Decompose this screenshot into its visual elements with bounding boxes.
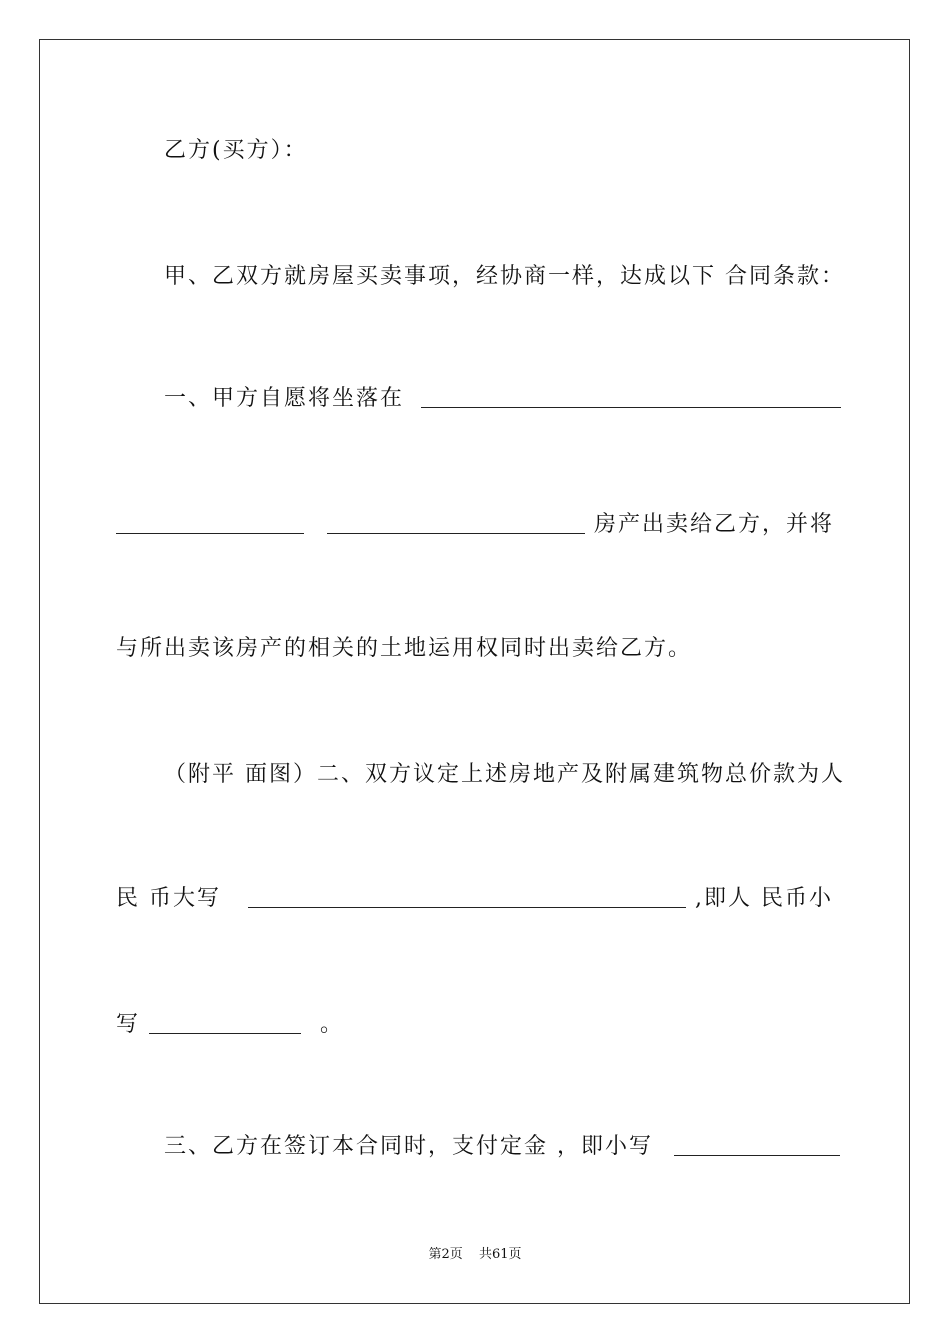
clause-one-continuation: 与所出卖该房产的相关的土地运用权同时出卖给乙方。 xyxy=(116,636,693,661)
clause-two-line-1 xyxy=(116,760,845,790)
page-footer xyxy=(0,1246,950,1264)
clause-two-line-2 xyxy=(116,884,836,914)
clause-one-line-3 xyxy=(116,634,836,664)
price-lowercase-blank[interactable] xyxy=(149,1011,301,1034)
page-number: 第2页 xyxy=(428,1247,463,1262)
clause-one-suffix: 房产出卖给乙方，并将 xyxy=(594,512,835,537)
sentence-end: 。 xyxy=(320,1012,345,1037)
paragraph-party-b xyxy=(116,136,836,166)
clause-two-text: （附平 面图）二、双方议定上述房地产及附属建筑物总价款为人 xyxy=(164,762,845,787)
page-border xyxy=(39,39,910,1304)
price-uppercase-blank[interactable] xyxy=(248,885,686,908)
location-blank-3[interactable] xyxy=(327,511,585,534)
clause-three-text: 三、乙方在签订本合同时，支付定金 ，即小写 xyxy=(164,1134,653,1159)
clause-one-line-2 xyxy=(116,510,836,540)
paragraph-intro xyxy=(116,262,845,292)
clause-one-line-1 xyxy=(116,384,836,414)
clause-one-text: 一、甲方自愿将坐落在 xyxy=(164,386,405,411)
location-blank-2[interactable] xyxy=(116,511,304,534)
deposit-blank[interactable] xyxy=(674,1133,840,1156)
party-b-label: 乙方(买方）： xyxy=(164,138,308,163)
price-continuation: ,即人 民币小 xyxy=(695,886,833,911)
total-pages: 共61页 xyxy=(478,1247,522,1262)
clause-three-line-1 xyxy=(116,1132,836,1162)
location-blank[interactable] xyxy=(421,385,841,408)
clause-two-line-3 xyxy=(116,1010,836,1040)
price-lowercase-label: 写 xyxy=(116,1012,141,1037)
intro-text: 甲、乙双方就房屋买卖事项，经协商一样，达成以下 合同条款： xyxy=(164,264,845,289)
price-uppercase-label: 民 币大写 xyxy=(116,886,221,911)
